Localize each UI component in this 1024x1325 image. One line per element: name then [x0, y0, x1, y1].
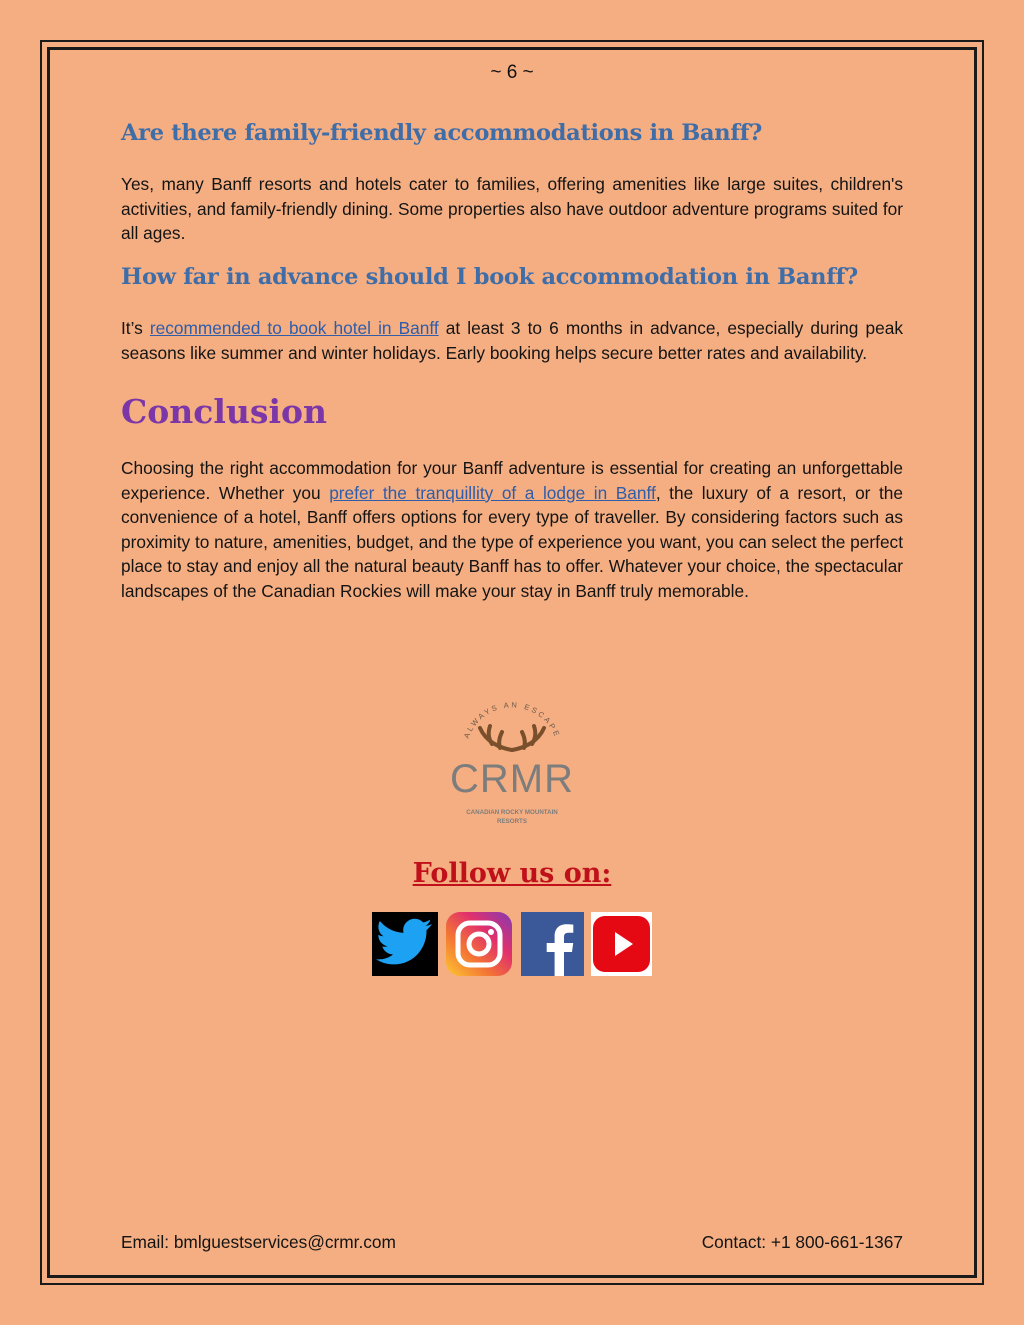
book-hotel-link[interactable]: recommended to book hotel in Banff — [149, 318, 439, 338]
logo-sub1: CANADIAN ROCKY MOUNTAIN — [466, 809, 558, 816]
faq-answer: Yes, many Banff resorts and hotels cater to families, offering amenities like large suites, children's activities, and family-friendly dining. Some properties also have outdoor adventure programs suited for all ages. — [121, 174, 903, 243]
faq-question: How far in advance should I book accommodation in Banff? — [121, 264, 858, 290]
footer-email: Email: bmlguestservices@crmr.com — [121, 1232, 396, 1252]
logo-name: CRMR — [450, 757, 574, 801]
faq-answer: It’s recommended to book hotel in Banff at least 3 to 6 months in advance, especially during peak seasons like summer and winter holidays. Early booking helps secure better rates and availability. — [121, 318, 903, 363]
lodge-link[interactable]: prefer the tranquillity of a lodge in Banff — [329, 482, 656, 503]
crmr-logo-graphic — [440, 688, 584, 828]
youtube-icon[interactable] — [591, 912, 652, 981]
twitter-icon[interactable] — [372, 912, 438, 981]
logo-arc-text: ALWAYS AN ESCAPE — [461, 700, 563, 740]
page-number: ~ 6 ~ — [490, 62, 534, 83]
conclusion-heading: Conclusion — [121, 392, 328, 431]
faq-section-2 — [121, 264, 903, 290]
faq-section-1 — [121, 120, 903, 146]
follow-heading: Follow us on: — [412, 858, 612, 889]
logo-sub2: RESORTS — [497, 818, 527, 825]
conclusion-section — [121, 392, 903, 431]
crmr-logo — [440, 688, 584, 828]
faq-question: Are there family-friendly accommodations in Banff? — [121, 120, 763, 146]
antlers-icon — [480, 726, 544, 750]
facebook-icon[interactable] — [521, 912, 584, 981]
footer-contact: Contact: +1 800-661-1367 — [701, 1232, 903, 1252]
conclusion-text: Choosing the right accommodation for your Banff adventure is essential for creating an unforgettable experience. Whether you prefer the tranquillity of a lodge in Banff, the luxury of a resort, or the convenience of a hotel, Banff offers options for every type of traveller. By considering factors such as proximity to nature, amenities, budget, and the type of experience you want, you can select the perfect place to stay and enjoy all the natural beauty Banff has to offer. Whatever your choice, the spectacular landscapes of the Canadian Rockies will make your stay in Banff truly memorable. — [121, 458, 904, 601]
conclusion-body — [121, 456, 903, 603]
faq-answer-2 — [121, 316, 903, 365]
instagram-icon[interactable] — [445, 912, 513, 981]
faq-answer-1 — [121, 172, 903, 246]
